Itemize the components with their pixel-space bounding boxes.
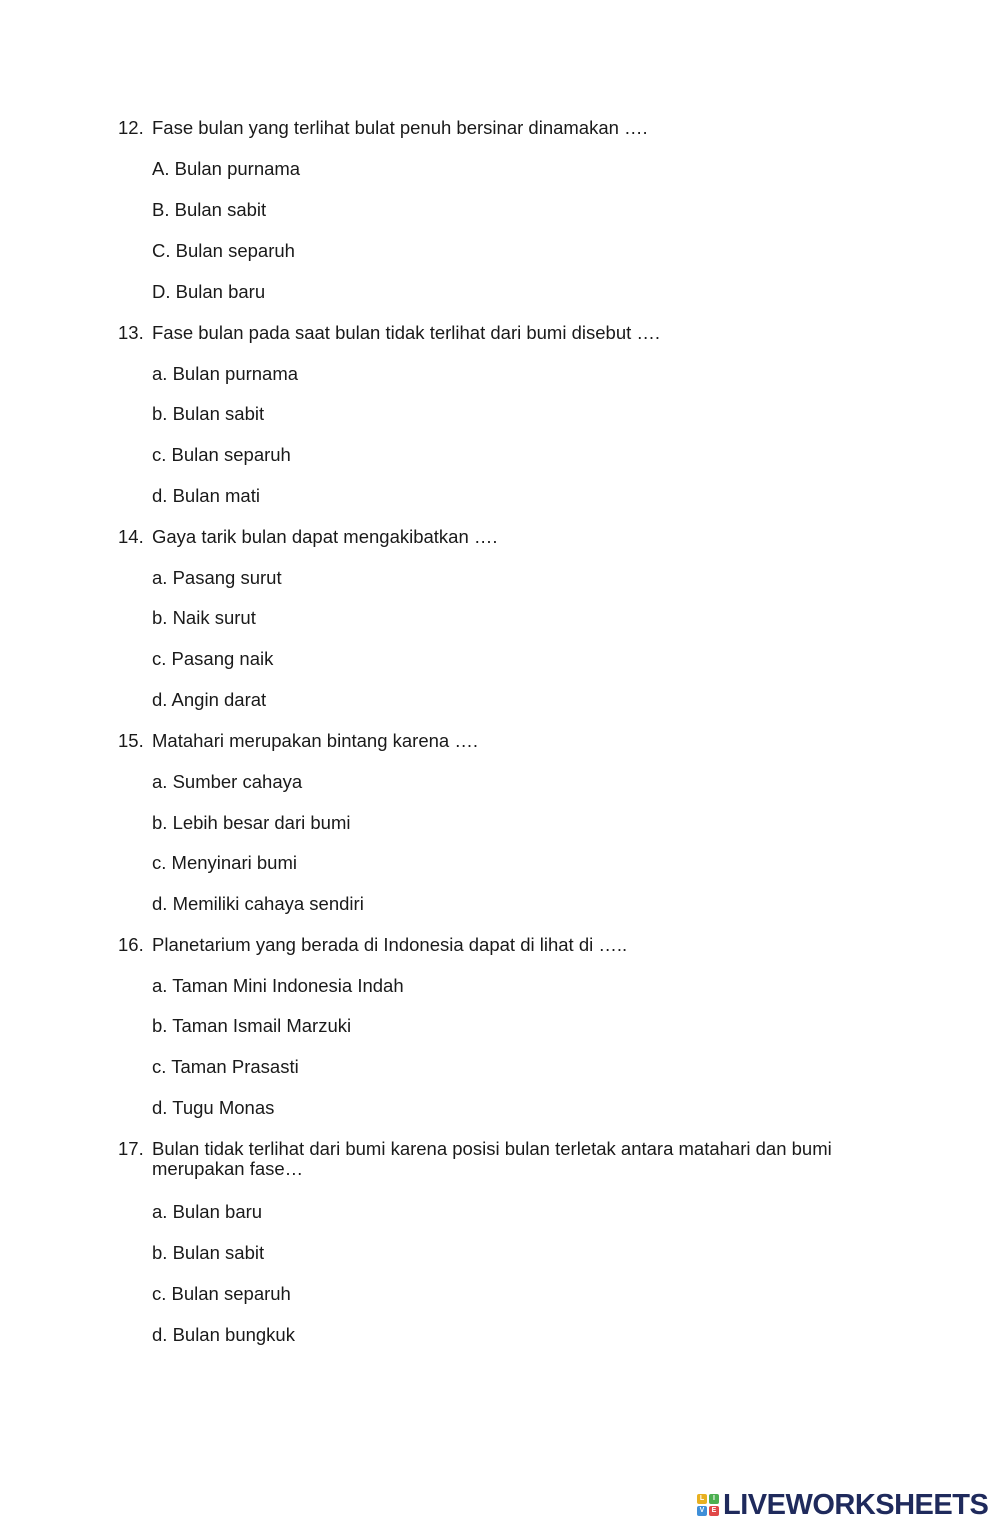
- option-14-b[interactable]: b. Naik surut: [152, 607, 256, 628]
- logo-tile-e: E: [709, 1506, 719, 1516]
- question-text: Matahari merupakan bintang karena ….: [152, 730, 478, 751]
- option-14-a[interactable]: a. Pasang surut: [152, 567, 282, 588]
- option-17-b[interactable]: b. Bulan sabit: [152, 1242, 265, 1263]
- option-12-b[interactable]: B. Bulan sabit: [152, 199, 267, 220]
- question-number: 17.: [118, 1138, 144, 1159]
- liveworksheets-logo[interactable]: [697, 1489, 988, 1521]
- logo-tile-v: V: [697, 1506, 707, 1516]
- option-16-c[interactable]: c. Taman Prasasti: [152, 1056, 299, 1077]
- question-number: 12.: [118, 117, 144, 138]
- question-number: 14.: [118, 526, 144, 547]
- option-17-c[interactable]: c. Bulan separuh: [152, 1283, 291, 1304]
- question-text: Fase bulan yang terlihat bulat penuh bersinar dinamakan ….: [152, 117, 648, 138]
- option-13-b[interactable]: b. Bulan sabit: [152, 403, 265, 424]
- question-text: Gaya tarik bulan dapat mengakibatkan ….: [152, 526, 498, 547]
- option-16-d[interactable]: d. Tugu Monas: [152, 1097, 275, 1118]
- brand-name: LIVEWORKSHEETS: [723, 1488, 989, 1521]
- option-14-c[interactable]: c. Pasang naik: [152, 648, 274, 669]
- question-17: [118, 1139, 908, 1179]
- option-13-a[interactable]: a. Bulan purnama: [152, 363, 299, 384]
- option-15-c[interactable]: c. Menyinari bumi: [152, 852, 297, 873]
- option-12-d[interactable]: D. Bulan baru: [152, 281, 266, 302]
- question-number: 16.: [118, 934, 144, 955]
- option-13-d[interactable]: d. Bulan mati: [152, 485, 260, 506]
- logo-tile-l: L: [697, 1494, 707, 1504]
- question-text: Bulan tidak terlihat dari bumi karena posisi bulan terletak antara matahari dan bumi merupakan fase…: [152, 1138, 832, 1179]
- option-15-b[interactable]: b. Lebih besar dari bumi: [152, 812, 351, 833]
- question-number: 13.: [118, 322, 144, 343]
- logo-tile-i: I: [709, 1494, 719, 1504]
- question-number: 15.: [118, 730, 144, 751]
- option-17-a[interactable]: a. Bulan baru: [152, 1201, 263, 1222]
- option-16-a[interactable]: a. Taman Mini Indonesia Indah: [152, 975, 404, 996]
- question-text: Planetarium yang berada di Indonesia dapat di lihat di …..: [152, 934, 628, 955]
- question-text: Fase bulan pada saat bulan tidak terlihat dari bumi disebut ….: [152, 322, 661, 343]
- question-13: [118, 323, 908, 343]
- question-16: [118, 935, 908, 955]
- option-14-d[interactable]: d. Angin darat: [152, 689, 267, 710]
- liveworksheets-logo-icon: [697, 1494, 719, 1516]
- question-15: [118, 731, 908, 751]
- option-12-c[interactable]: C. Bulan separuh: [152, 240, 295, 261]
- option-13-c[interactable]: c. Bulan separuh: [152, 444, 291, 465]
- option-15-a[interactable]: a. Sumber cahaya: [152, 771, 303, 792]
- option-15-d[interactable]: d. Memiliki cahaya sendiri: [152, 893, 364, 914]
- option-12-a[interactable]: A. Bulan purnama: [152, 158, 301, 179]
- option-17-d[interactable]: d. Bulan bungkuk: [152, 1324, 295, 1345]
- question-14: [118, 527, 908, 547]
- question-12: [118, 118, 908, 138]
- option-16-b[interactable]: b. Taman Ismail Marzuki: [152, 1015, 352, 1036]
